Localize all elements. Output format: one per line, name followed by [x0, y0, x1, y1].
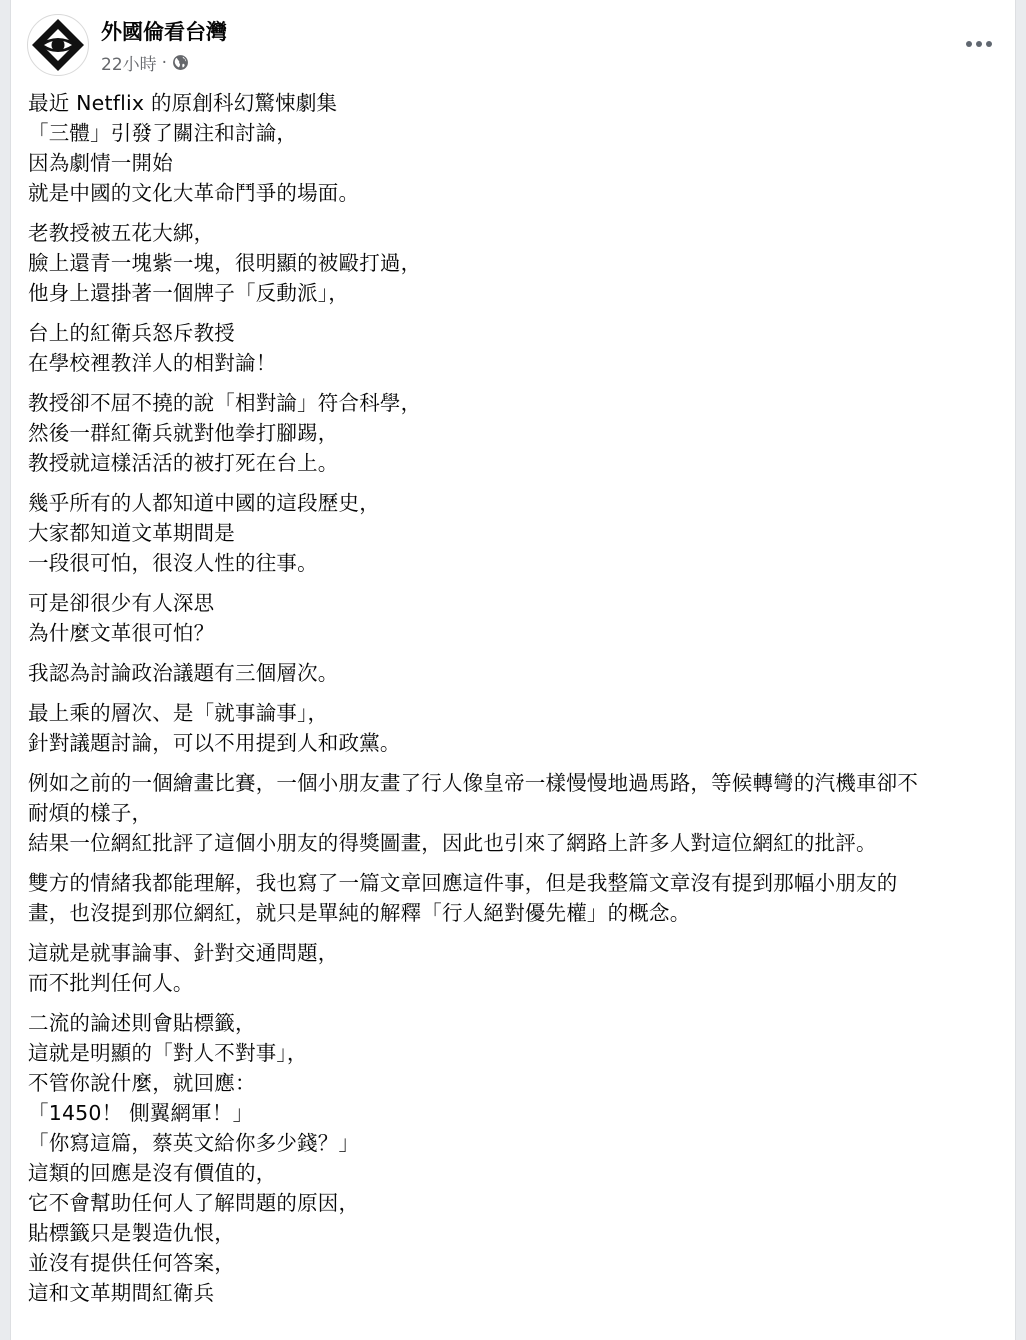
post-line: 「三體」引發了關注和討論，	[28, 121, 298, 145]
page-name[interactable]: 外國倫看台灣	[101, 20, 227, 44]
post-paragraph	[28, 868, 1003, 928]
post-paragraph	[28, 1008, 1003, 1308]
post-line: 畫，也沒提到那位網紅，就只是單純的解釋「行人絕對優先權」的概念。	[28, 901, 691, 925]
post-line: 這和文革期間紅衛兵	[28, 1281, 215, 1305]
post-line: 結果一位網紅批評了這個小朋友的得獎圖畫，因此也引來了網路上許多人對這位網紅的批評。	[28, 831, 877, 855]
post-line: 耐煩的樣子，	[28, 801, 153, 825]
post-line: 在學校裡教洋人的相對論！	[28, 351, 277, 375]
more-options-icon	[966, 41, 972, 47]
post-line: 為什麼文革很可怕？	[28, 621, 215, 645]
post-line: 教授卻不屈不撓的說「相對論」符合科學，	[28, 391, 422, 415]
post-line: 最近 Netflix 的原創科幻驚悚劇集	[28, 91, 338, 115]
eye-diamond-logo	[28, 15, 88, 75]
post-line: 它不會幫助任何人了解問題的原因，	[28, 1191, 360, 1215]
post-meta	[101, 50, 189, 75]
post-time[interactable]: 22小時	[101, 55, 157, 75]
globe-icon[interactable]	[172, 54, 189, 71]
post-paragraph	[28, 658, 1003, 688]
post-line: 我認為討論政治議題有三個層次。	[28, 661, 339, 685]
post-line: 臉上還青一塊紫一塊，很明顯的被毆打過，	[28, 251, 422, 275]
post-line: 不管你說什麼，就回應：	[28, 1071, 256, 1095]
post-text	[28, 88, 1003, 1318]
post-line: 他身上還掛著一個牌子「反動派」，	[28, 281, 349, 305]
post-line: 台上的紅衛兵怒斥教授	[28, 321, 235, 345]
post-line: 就是中國的文化大革命鬥爭的場面。	[28, 181, 360, 205]
post-line: 例如之前的一個繪畫比賽，一個小朋友畫了行人像皇帝一樣慢慢地過馬路，等候轉彎的汽機車卻不	[28, 771, 919, 795]
post-line: 二流的論述則會貼標籤，	[28, 1011, 256, 1035]
post-line: 雙方的情緒我都能理解，我也寫了一篇文章回應這件事，但是我整篇文章沒有提到那幅小朋友的	[28, 871, 898, 895]
post-line: 因為劇情一開始	[28, 151, 173, 175]
post-paragraph	[28, 768, 1003, 858]
post-line: 大家都知道文革期間是	[28, 521, 235, 545]
post-line: 這就是就事論事、針對交通問題，	[28, 941, 339, 965]
post-paragraph	[28, 88, 1003, 208]
post-line: 老教授被五花大綁，	[28, 221, 215, 245]
post-paragraph	[28, 388, 1003, 478]
post-paragraph	[28, 938, 1003, 998]
post-line: 幾乎所有的人都知道中國的這段歷史，	[28, 491, 380, 515]
more-options-button[interactable]	[961, 32, 997, 56]
post-line: 這類的回應是沒有價值的，	[28, 1161, 277, 1185]
post-line: 「你寫這篇，蔡英文給你多少錢？」	[28, 1131, 360, 1155]
post-paragraph	[28, 698, 1003, 758]
post-paragraph	[28, 488, 1003, 578]
post-line: 一段很可怕，很沒人性的往事。	[28, 551, 318, 575]
post-line: 這就是明顯的「對人不對事」，	[28, 1041, 308, 1065]
post-paragraph	[28, 218, 1003, 308]
post-card	[10, 0, 1016, 1340]
post-line: 可是卻很少有人深思	[28, 591, 215, 615]
post-line: 最上乘的層次、是「就事論事」，	[28, 701, 329, 725]
meta-separator: ·	[161, 52, 168, 73]
post-line: 而不批判任何人。	[28, 971, 194, 995]
post-line: 教授就這樣活活的被打死在台上。	[28, 451, 339, 475]
post-line: 針對議題討論，可以不用提到人和政黨。	[28, 731, 401, 755]
post-line: 「1450！ 側翼網軍！」	[28, 1101, 254, 1125]
post-header	[27, 14, 1001, 78]
post-paragraph	[28, 588, 1003, 648]
post-line: 貼標籤只是製造仇恨，	[28, 1221, 235, 1245]
page-avatar[interactable]	[27, 14, 89, 76]
post-paragraph	[28, 318, 1003, 378]
post-line: 並沒有提供任何答案，	[28, 1251, 235, 1275]
post-line: 然後一群紅衛兵就對他拳打腳踢，	[28, 421, 339, 445]
